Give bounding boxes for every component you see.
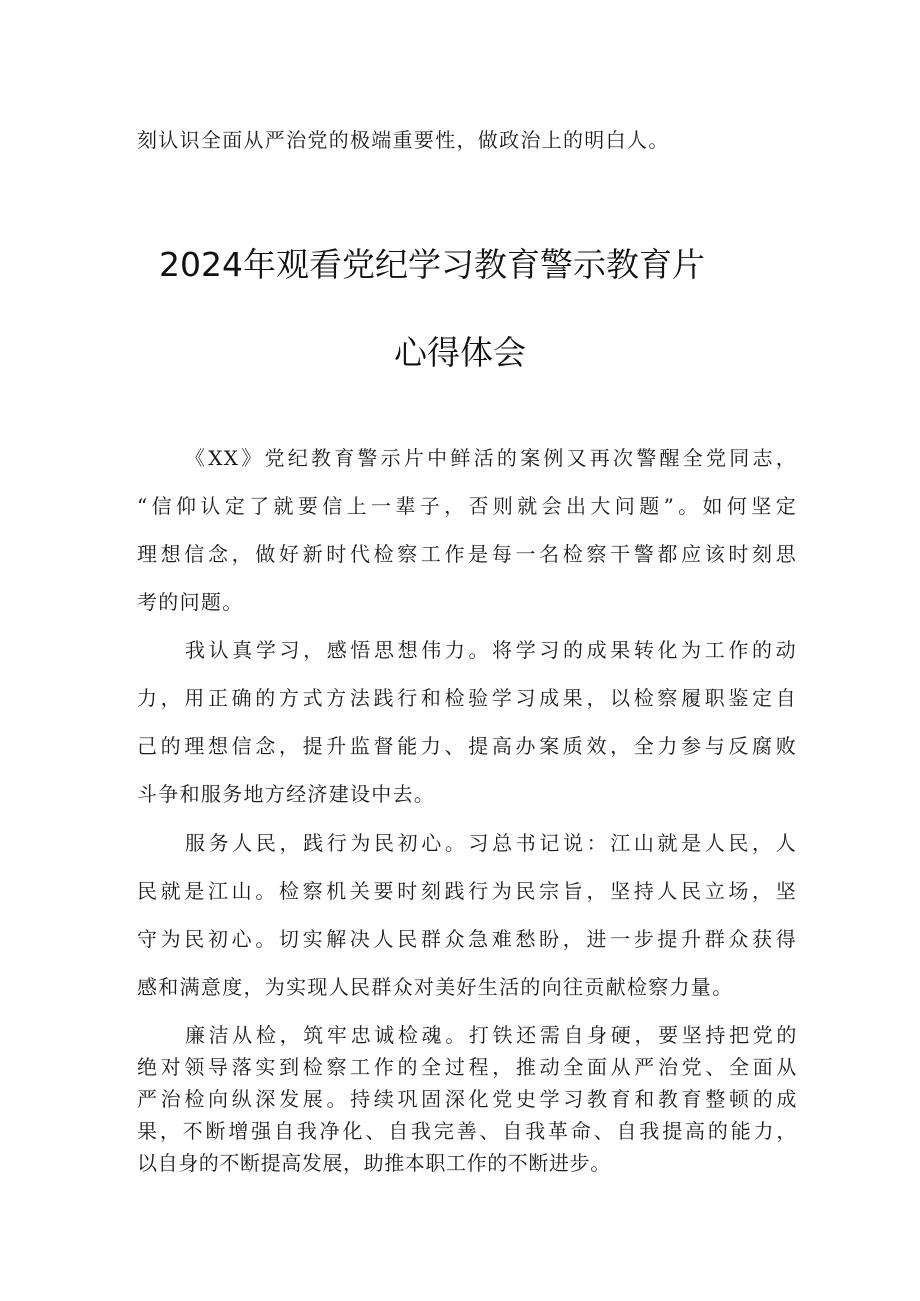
paragraph-line: 考的问题。 (137, 590, 244, 614)
paragraph-line: 我认真学习，感悟思想伟力。将学习的成果转化为工作的动 (185, 638, 797, 662)
paragraph-line: 以自身的不断提高发展，助推本职工作的不断进步。 (137, 1151, 611, 1175)
paragraph-line: 严治检向纵深发展。持续巩固深化党史学习教育和教育整顿的成 (137, 1087, 797, 1111)
paragraph-line: 感和满意度，为实现人民群众对美好生活的向往贡献检察力量。 (137, 975, 734, 999)
paragraph-line: 绝对领导落实到检察工作的全过程，推动全面从严治党、全面从 (137, 1055, 797, 1079)
paragraph-3 (137, 819, 797, 1011)
title-line-2: 心得体会 (394, 333, 526, 372)
paragraph-line: “信仰认定了就要信上一辈子，否则就会出大问题”。如何坚定 (137, 494, 797, 518)
paragraph-line: 《XX》党纪教育警示片中鲜活的案例又再次警醒全党同志， (185, 446, 797, 470)
carryover-line: 刻认识全面从严治党的极端重要性，做政治上的明白人。 (137, 128, 670, 152)
paragraph-line: 理想信念，做好新时代检察工作是每一名检察干警都应该时刻思 (137, 542, 797, 566)
paragraph-line: 力，用正确的方式方法践行和检验学习成果，以检察履职鉴定自 (137, 686, 797, 710)
paragraph-line: 服务人民，践行为民初心。习总书记说：江山就是人民，人 (185, 831, 797, 855)
paragraph-1 (137, 434, 797, 626)
paragraph-4 (137, 1019, 797, 1179)
paragraph-line: 廉洁从检，筑牢忠诚检魂。打铁还需自身硬，要坚持把党的 (185, 1023, 797, 1047)
paragraph-line: 果，不断增强自我净化、自我完善、自我革命、自我提高的能力， (137, 1119, 797, 1143)
paragraph-line: 守为民初心。切实解决人民群众急难愁盼，进一步提升群众获得 (137, 927, 797, 951)
paragraph-line: 己的理想信念，提升监督能力、提高办案质效，全力参与反腐败 (137, 734, 797, 758)
title-line-1: 2024年观看党纪学习教育警示教育片 (159, 245, 705, 284)
paragraph-2 (137, 626, 797, 818)
paragraph-line: 民就是江山。检察机关要时刻践行为民宗旨，坚持人民立场，坚 (137, 879, 797, 903)
paragraph-line: 斗争和服务地方经济建设中去。 (137, 782, 436, 806)
